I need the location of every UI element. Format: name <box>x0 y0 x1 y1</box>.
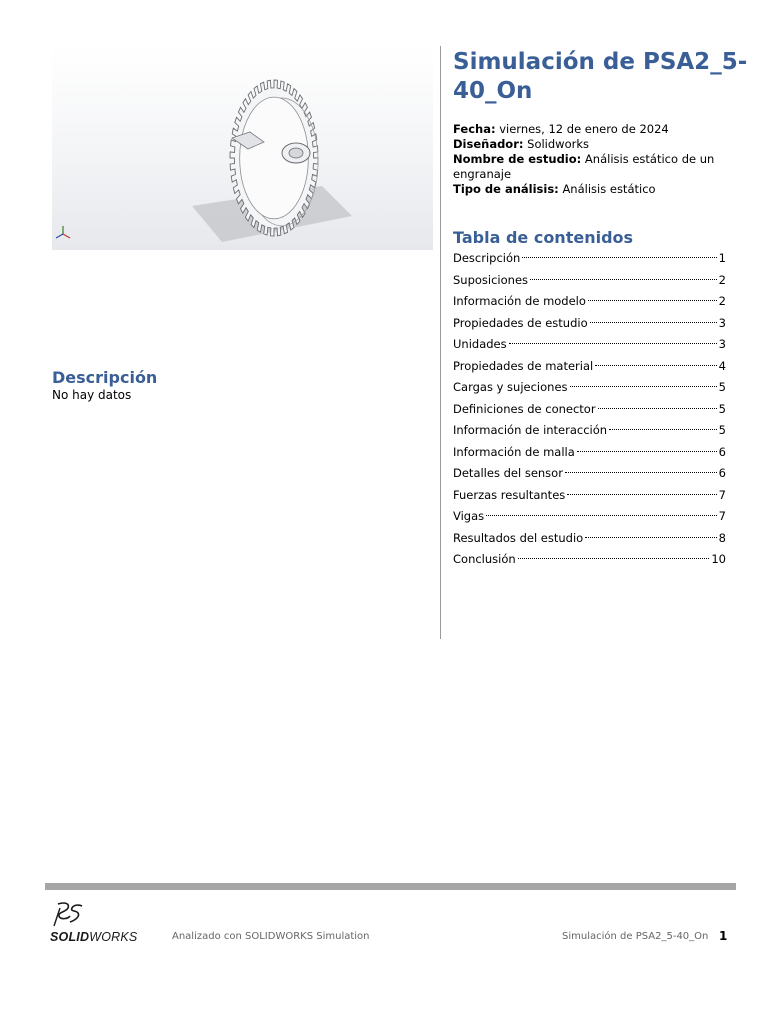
toc-item-page: 2 <box>718 272 726 287</box>
toc-leader-dots <box>530 279 717 280</box>
toc-item[interactable] <box>453 270 726 292</box>
toc-item[interactable] <box>453 291 726 313</box>
toc-leader-dots <box>522 257 716 258</box>
meta-designer <box>453 137 753 152</box>
toc-leader-dots <box>609 429 717 430</box>
toc-item[interactable] <box>453 485 726 507</box>
toc-item[interactable] <box>453 377 726 399</box>
toc-item[interactable] <box>453 248 726 270</box>
meta-label: Tipo de análisis: <box>453 182 559 196</box>
toc-leader-dots <box>590 322 717 323</box>
axis-z <box>56 234 63 238</box>
toc-item-page: 3 <box>718 337 726 351</box>
toc-item[interactable] <box>453 420 726 442</box>
meta-analysis-type <box>453 182 753 197</box>
toc-item-page: 5 <box>718 380 726 394</box>
toc-item-page: 8 <box>718 530 726 545</box>
toc-item-label: Información de interacción <box>453 423 608 437</box>
toc-item-label: Información de modelo <box>453 294 586 308</box>
solidworks-logo <box>50 900 160 945</box>
toc-item[interactable] <box>453 334 726 356</box>
toc-item-page: 3 <box>718 315 726 330</box>
toc-item-page: 7 <box>718 509 726 523</box>
description-body: No hay datos <box>52 388 132 402</box>
toc-item-page: 6 <box>718 466 726 480</box>
toc-leader-dots <box>518 558 710 559</box>
meta-label: Nombre de estudio: <box>453 152 582 166</box>
toc-item-label: Información de malla <box>453 444 575 459</box>
meta-label: Fecha: <box>453 122 496 136</box>
toc-leader-dots <box>598 408 717 409</box>
toc-item-page: 5 <box>718 423 726 437</box>
toc-leader-dots <box>595 365 716 366</box>
toc-item-label: Cargas y sujeciones <box>453 380 568 394</box>
gear-3d-model-icon <box>52 46 433 250</box>
toc-leader-dots <box>588 300 717 301</box>
column-divider <box>440 46 441 639</box>
meta-date <box>453 122 753 137</box>
toc-item-page: 6 <box>718 444 726 459</box>
toc-item-label: Unidades <box>453 337 507 351</box>
meta-value: Análisis estático de un engranaje <box>453 152 715 181</box>
page-number: 1 <box>719 929 728 943</box>
toc-item[interactable] <box>453 313 726 335</box>
report-meta <box>453 122 753 197</box>
toc-leader-dots <box>577 451 717 452</box>
axis-x <box>63 234 70 238</box>
toc-item[interactable] <box>453 506 726 528</box>
toc-leader-dots <box>486 515 717 516</box>
meta-value: Análisis estático <box>562 182 656 196</box>
meta-value: Solidworks <box>527 137 589 151</box>
description-heading: Descripción <box>52 368 158 387</box>
toc-leader-dots <box>567 494 716 495</box>
toc-item-label: Definiciones de conector <box>453 401 596 416</box>
ds-logo-icon <box>50 900 90 930</box>
footer-doc-title: Simulación de PSA2_5-40_On <box>562 931 709 942</box>
toc-item-label: Descripción <box>453 251 521 265</box>
toc-leader-dots <box>509 343 717 344</box>
toc-item[interactable] <box>453 528 726 550</box>
toc-item[interactable] <box>453 549 726 571</box>
toc-item[interactable] <box>453 356 726 378</box>
toc-item-label: Detalles del sensor <box>453 466 563 480</box>
model-image <box>52 46 433 250</box>
toc-item-page: 7 <box>718 487 726 502</box>
toc-item-label: Fuerzas resultantes <box>453 487 566 502</box>
meta-label: Diseñador: <box>453 137 524 151</box>
toc-item-page: 2 <box>718 294 726 308</box>
toc-item-label: Propiedades de estudio <box>453 315 588 330</box>
toc-item-label: Conclusión <box>453 552 516 566</box>
toc-item-page: 10 <box>711 552 726 566</box>
footer-bar <box>45 883 736 890</box>
footer-analyzed-with: Analizado con SOLIDWORKS Simulation <box>172 931 370 942</box>
toc-item-page: 1 <box>718 251 726 265</box>
meta-value: viernes, 12 de enero de 2024 <box>499 122 669 136</box>
toc-item-label: Resultados del estudio <box>453 530 584 545</box>
toc-item[interactable] <box>453 399 726 421</box>
meta-study-name <box>453 152 753 182</box>
toc-item-label: Propiedades de material <box>453 358 594 373</box>
gear-bore-inner <box>289 148 303 158</box>
toc-leader-dots <box>565 472 717 473</box>
toc-item[interactable] <box>453 442 726 464</box>
toc-item-page: 5 <box>718 401 726 416</box>
toc-leader-dots <box>585 537 716 538</box>
toc-item-label: Suposiciones <box>453 272 529 287</box>
toc-leader-dots <box>570 386 717 387</box>
toc-heading: Tabla de contenidos <box>453 228 634 247</box>
toc-item-page: 4 <box>718 358 726 373</box>
logo-text: SOLIDWORKS <box>50 930 138 944</box>
report-title: Simulación de PSA2_5-40_On <box>453 49 748 104</box>
toc-item-label: Vigas <box>453 509 485 523</box>
toc-item[interactable] <box>453 463 726 485</box>
table-of-contents <box>453 248 726 571</box>
